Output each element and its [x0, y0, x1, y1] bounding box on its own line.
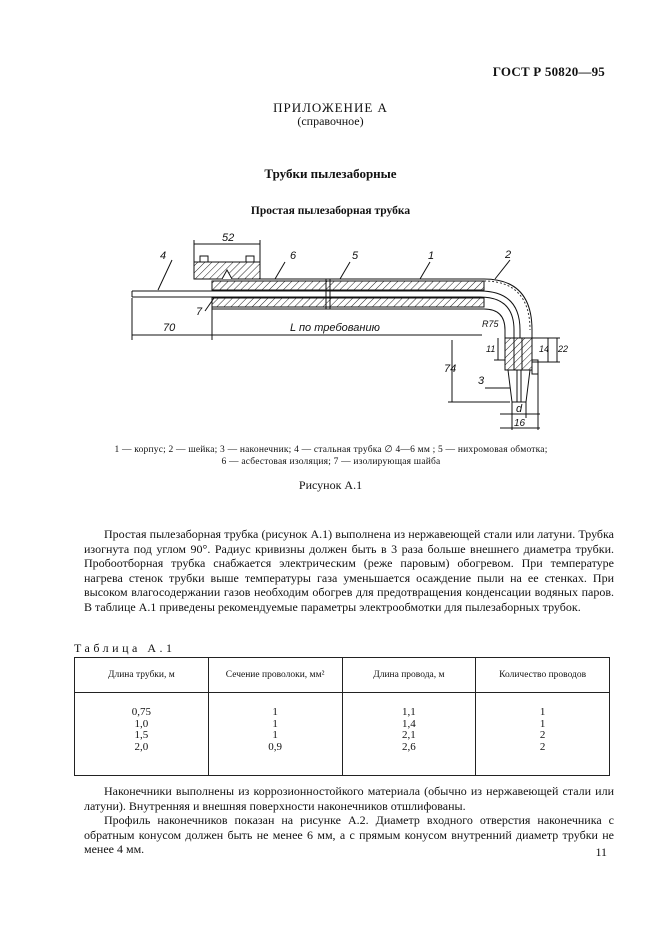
cell: 2,1: [402, 729, 416, 741]
paragraph-1-text: Простая пылезаборная трубка (рисунок А.1) выполнена из нержавеющей стали или латуни. Трубка изогнута под углом 90°. Радиус кривизны должен быть в 3 раза больше внешнего диаметра трубки. Пробоотборная трубка снабжается электрическим (реже паровым) обогревом. При температуре нагрева стенок трубки выше температуры газа уменьшается осаждение пыли на ее стенках. При высоком влагосодержании газов необходим обогрев для предотвращения конденсации водяных паров. В таблице А.1 приведены рекомендуемые параметры электрообмотки для пылезаборных трубок.: [84, 527, 614, 614]
paragraph-1: [84, 527, 614, 615]
legend-line-2: 6 — асбестовая изоляция; 7 — изолирующая шайба: [221, 457, 441, 467]
document-code: ГОСТ Р 50820—95: [492, 64, 605, 79]
col-header: Сечение проволоки, мм²: [208, 658, 342, 693]
figure-title: Простая пылезаборная трубка: [250, 205, 411, 217]
figure-caption: Рисунок А.1: [298, 478, 363, 492]
tip: [505, 338, 538, 402]
col-header: Длина трубки, м: [75, 658, 209, 693]
cell: 2: [539, 740, 546, 753]
paragraph-2-text: Наконечники выполнены из коррозионностойкого материала (обычно из нержавеющей стали или латуни). Внутренняя и внешняя поверхности наконечников отшлифованы.: [84, 784, 614, 813]
figure-legend: [96, 444, 566, 468]
dim-d: d: [516, 403, 523, 415]
dim-11: 11: [486, 344, 496, 354]
cell: 1,0: [134, 717, 149, 730]
dim-22: 22: [558, 344, 569, 354]
cell: 2,6: [402, 740, 416, 753]
dim-70: 70: [163, 322, 176, 334]
appendix-subtitle: (справочное): [297, 114, 364, 128]
table-caption: Таблица А.1: [74, 641, 176, 655]
body-upper: [212, 279, 484, 309]
dim-74: 74: [444, 363, 457, 375]
cell: 2: [539, 729, 546, 741]
col-header: Количество проводов: [476, 658, 610, 693]
parameters-table: [74, 657, 610, 776]
cell: 0,75: [131, 706, 151, 718]
label-1: 1: [428, 250, 435, 262]
dim-14: 14: [539, 344, 550, 354]
cell: 2,0: [134, 740, 149, 753]
label-6: 6: [290, 250, 297, 262]
cell: 1,4: [402, 717, 416, 730]
col-header: Длина провода, м: [342, 658, 476, 693]
label-4: 4: [160, 250, 167, 262]
label-2: 2: [505, 249, 512, 261]
bend: [480, 279, 532, 338]
cell: 1: [272, 706, 278, 718]
dim-L: L по требованию: [290, 322, 380, 334]
table-row: [75, 693, 610, 776]
legend-line-1: 1 — корпус; 2 — шейка; 3 — наконечник; 4 — стальная трубка ∅ 4—6 мм ; 5 — нихромовая обмотка;: [114, 445, 548, 455]
page-number: 11: [595, 845, 607, 859]
paragraph-3-text: Профиль наконечников показан на рисунке А.2. Диаметр входного отверстия наконечника с обратным конусом должен быть не менее 6 мм, а с прямым конусом внутренний диаметр трубки не менее 4 мм.: [84, 813, 614, 857]
cell: 1: [539, 717, 546, 730]
paragraph-3: [84, 813, 614, 857]
dim-16: 16: [514, 418, 526, 429]
dim-52: 52: [222, 232, 235, 244]
dim-R75: R75: [482, 319, 499, 329]
cell: 1: [272, 717, 278, 730]
tube-drawing: [0, 0, 661, 440]
label-5: 5: [352, 250, 359, 262]
label-7: 7: [196, 306, 203, 318]
steel-tube: [132, 291, 480, 297]
cell: 1,1: [402, 706, 416, 718]
label-3: 3: [478, 375, 485, 387]
clamp: [194, 256, 260, 279]
cell: 0,9: [268, 740, 282, 753]
appendix-title: ПРИЛОЖЕНИЕ А: [273, 100, 388, 115]
cell: 1,5: [134, 729, 149, 741]
paragraph-2: [84, 784, 614, 813]
cell: 1: [539, 706, 546, 718]
section-title: Трубки пылезаборные: [264, 166, 397, 181]
cell: 1: [272, 729, 278, 741]
